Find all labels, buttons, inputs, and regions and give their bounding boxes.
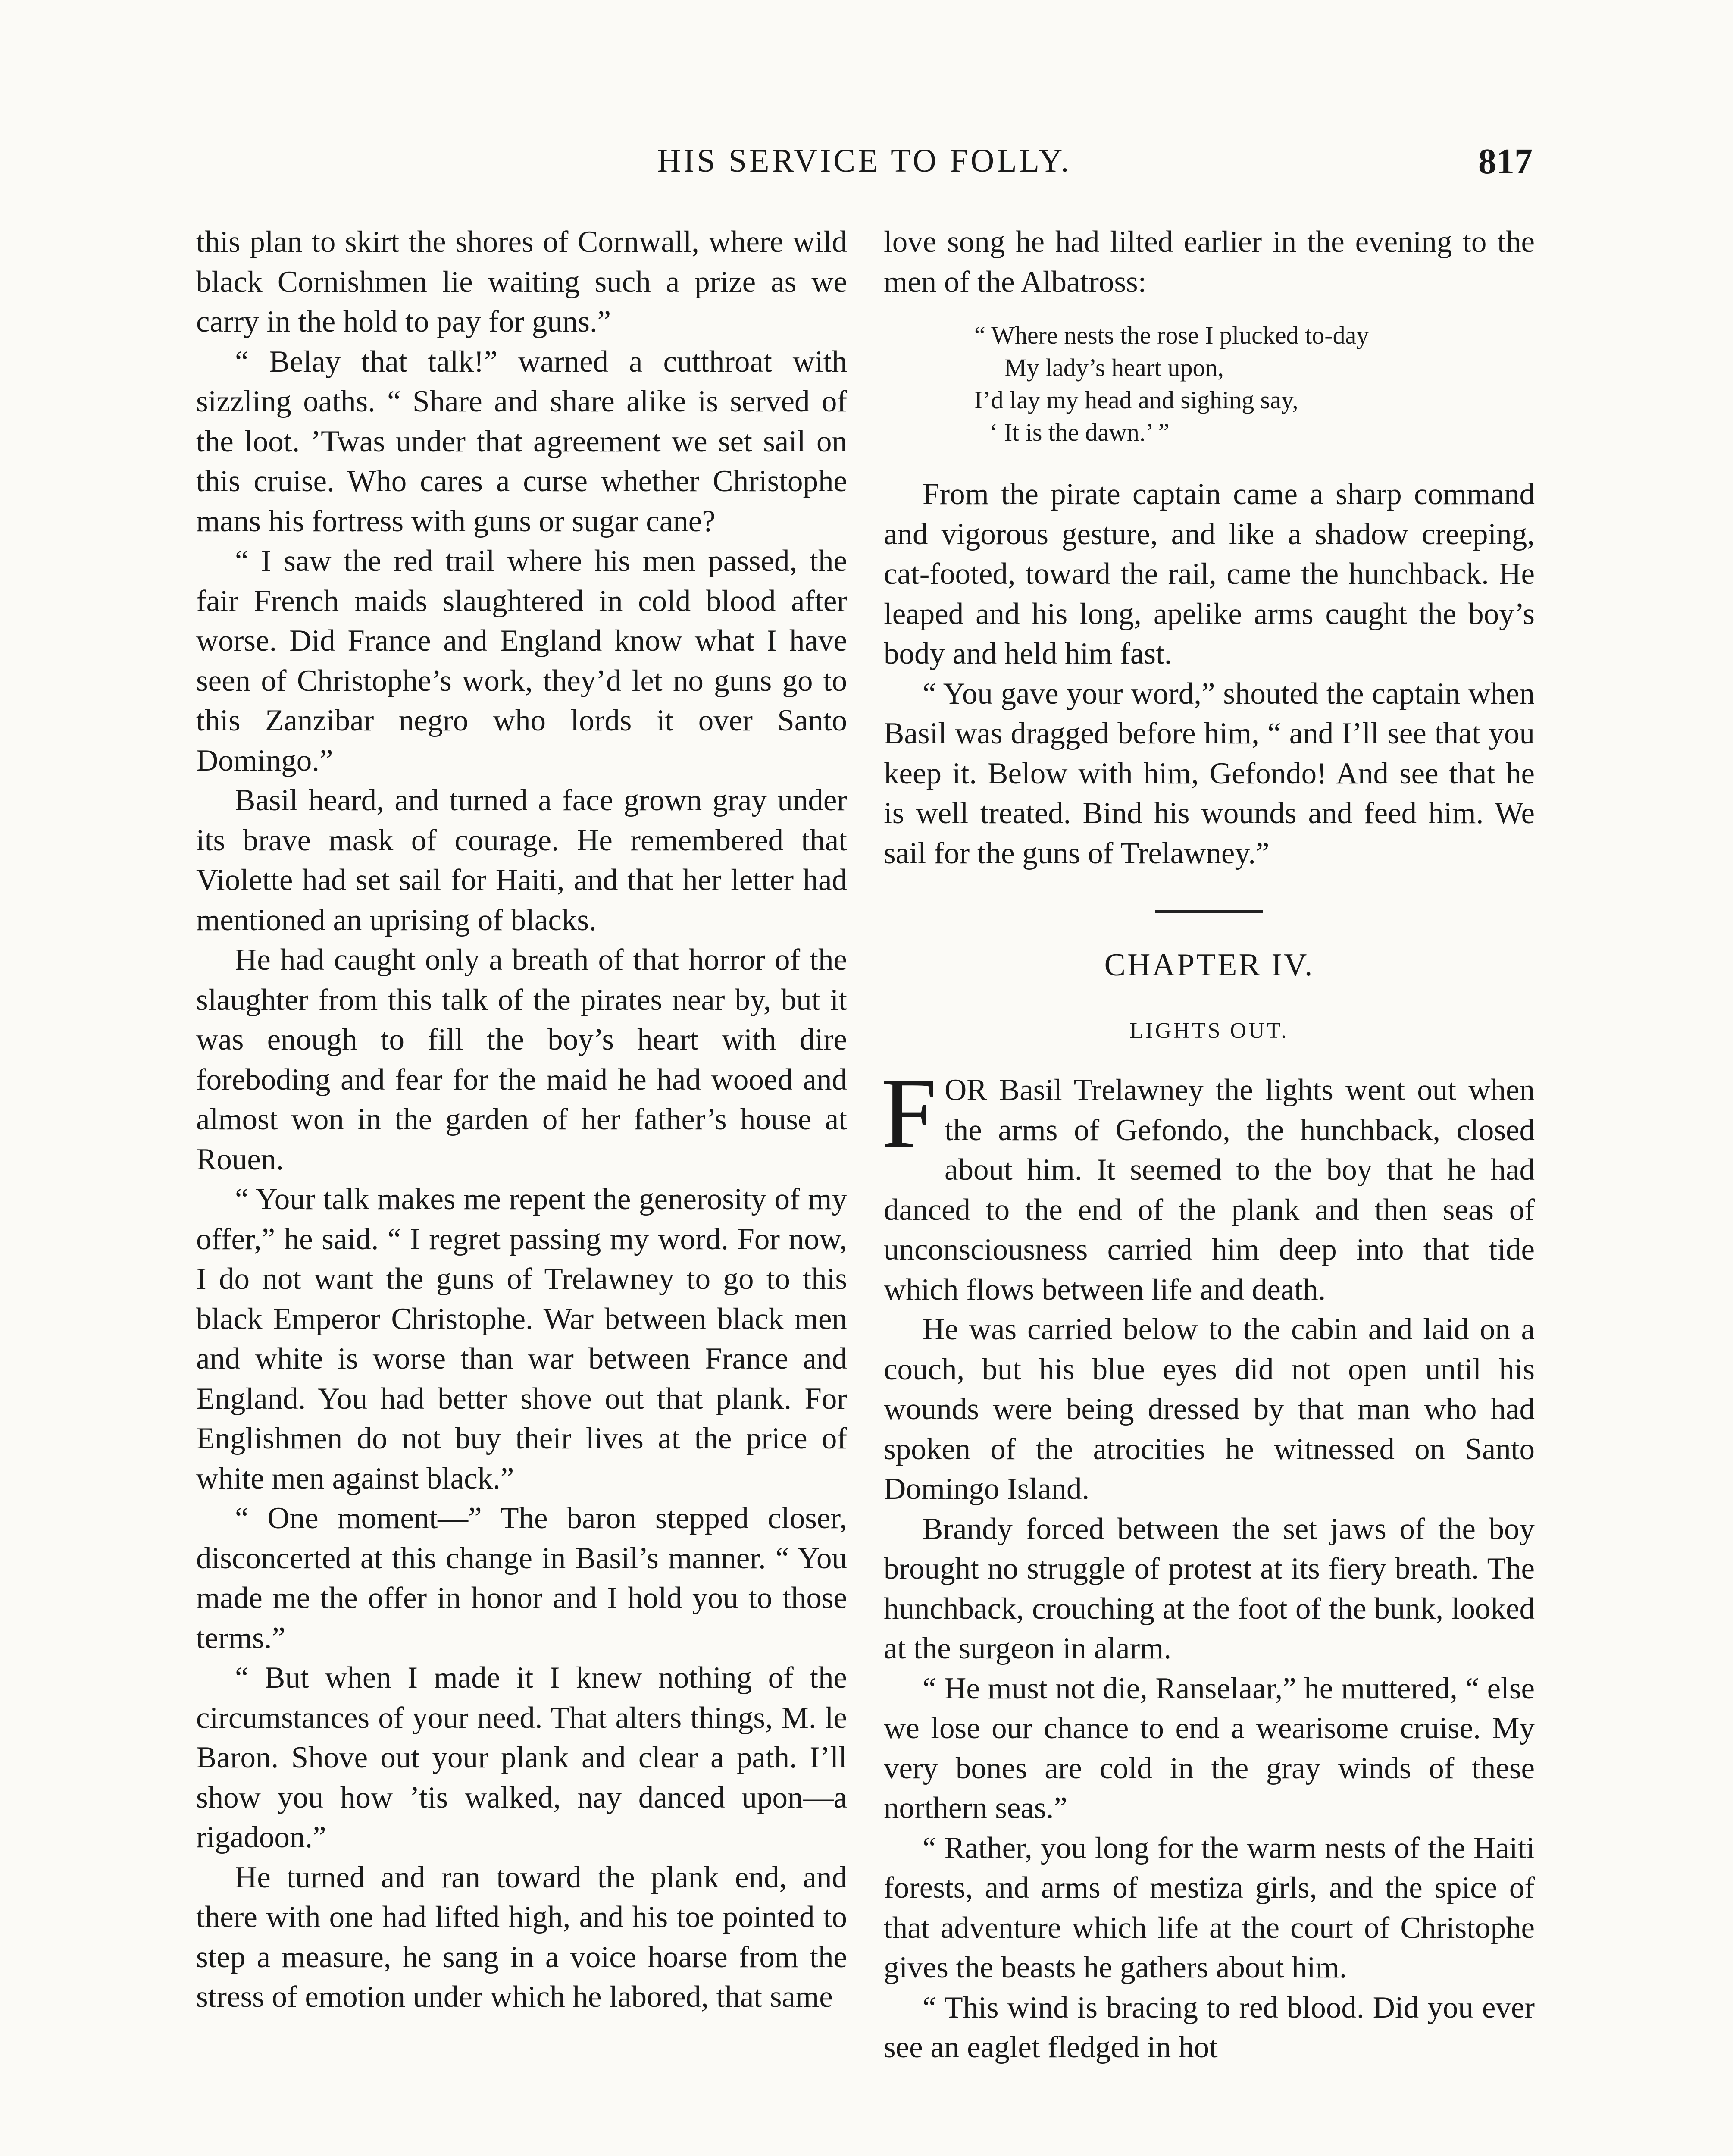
- paragraph: Brandy forced between the set jaws of the boy brought no struggle of protest at its fiery breath. The hunchback, crouching at the foot of the bunk, looked at the surgeon in alarm.: [884, 1512, 1535, 1665]
- paragraph: “ This wind is bracing to red blood. Did you ever see an eaglet fledged in hot: [884, 1990, 1535, 2064]
- paragraph: He was carried below to the cabin and laid on a couch, but his blue eyes did not open until his wounds were being dressed by that man who had spoken of the atrocities he witnessed on Santo Domingo Island.: [884, 1313, 1535, 1506]
- left-column: [196, 222, 847, 2017]
- paragraph: Basil heard, and turned a face grown gray under its brave mask of courage. He remembered that Violette had set sail for Haiti, and that her letter had mentioned an uprising of blacks.: [196, 783, 847, 937]
- poem-verse: [974, 319, 1535, 448]
- paragraph: He turned and ran toward the plank end, and there with one had lifted high, and his toe pointed to step a measure, he sang in a voice hoarse from the stress of emotion under which he labored, that same: [196, 1860, 847, 2014]
- poem-line: ‘ It is the dawn.’ ”: [989, 418, 1170, 446]
- poem-line: “ Where nests the rose I plucked to-day: [974, 321, 1369, 349]
- paragraph: love song he had lilted earlier in the evening to the men of the Albatross:: [884, 225, 1535, 299]
- chapter-title: CHAPTER IV.: [1104, 947, 1314, 983]
- chapter-opening-paragraph: [881, 1058, 1535, 1310]
- paragraph: “ One moment—” The baron stepped closer, disconcerted at this change in Basil’s manner. “ You made me the offer in honor and I hold you to those terms.”: [196, 1501, 847, 1655]
- paragraph: “ But when I made it I knew nothing of the circumstances of your need. That alters things, M. le Baron. Shove out your plank and clear a path. I’ll show you how ’tis walked, nay danced upon—a rigadoon.”: [196, 1661, 847, 1854]
- paragraph: “ Belay that talk!” warned a cutthroat with sizzling oaths. “ Share and share alike is served of the loot. ’Twas under that agreement we set sail on this cruise. Who cares a curse whether Christophe mans his fortress with guns or sugar cane?: [196, 345, 847, 538]
- paragraph: this plan to skirt the shores of Cornwall, where wild black Cornishmen lie waiting such a prize as we carry in the hold to pay for guns.”: [196, 225, 847, 338]
- right-column: [881, 222, 1535, 2068]
- page-header: [196, 142, 1533, 194]
- paragraph: From the pirate captain came a sharp command and vigorous gesture, and like a shadow creeping, cat-footed, toward the rail, came the hunchback. He leaped and his long, apelike arms caught the boy’s body and held him fast.: [884, 477, 1535, 671]
- page-number: 817: [1478, 141, 1533, 182]
- chapter-subtitle: LIGHTS OUT.: [1129, 1018, 1289, 1043]
- paragraph: “ Your talk makes me repent the generosity of my offer,” he said. “ I regret passing my word. For now, I do not want the guns of Trelawney to go to this black Emperor Christophe. War between black men and white is worse than war between France and England. You had better shove out that plank. For Englishmen do not buy their lives at the price of white men against black.”: [196, 1182, 847, 1495]
- paragraph: “ Rather, you long for the warm nests of the Haiti forests, and arms of mestiza girls, and the spice of that adventure which life at the court of Christophe gives the beasts he gathers about him.: [884, 1831, 1535, 1984]
- paragraph: He had caught only a breath of that horror of the slaughter from this talk of the pirates near by, but it was enough to fill the boy’s heart with dire foreboding and fear for the maid he had wooed and almost won in the garden of her father’s house at Rouen.: [196, 943, 847, 1176]
- poem-line: I’d lay my head and sighing say,: [974, 386, 1298, 414]
- paragraph: “ I saw the red trail where his men passed, the fair French maids slaughtered in cold blood after worse. Did France and England know what I have seen of Christophe’s work, they’d let no guns go to this Zanzibar negro who lords it over Santo Domingo.”: [196, 544, 847, 777]
- drop-cap: F: [881, 1058, 937, 1169]
- section-divider: [1155, 910, 1263, 913]
- paragraph: “ He must not die, Ranselaar,” he muttered, “ else we lose our chance to end a wearisome cruise. My very bones are cold in the gray winds of these northern seas.”: [884, 1671, 1535, 1825]
- running-title: HIS SERVICE TO FOLLY.: [657, 143, 1072, 179]
- chapter-opening-text: OR Basil Trelawney the lights went out when the arms of Gefondo, the hunchback, closed about him. It seemed to the boy that he had danced to the end of the plank and then seas of unconsciousness carried him deep into that tide which flows between life and death.: [884, 1073, 1535, 1307]
- paragraph: “ You gave your word,” shouted the captain when Basil was dragged before him, “ and I’ll see that you keep it. Below with him, Gefondo! And see that he is well treated. Bind his wounds and feed him. We sail for the guns of Trelawney.”: [884, 677, 1535, 870]
- poem-line: My lady’s heart upon,: [1004, 354, 1224, 382]
